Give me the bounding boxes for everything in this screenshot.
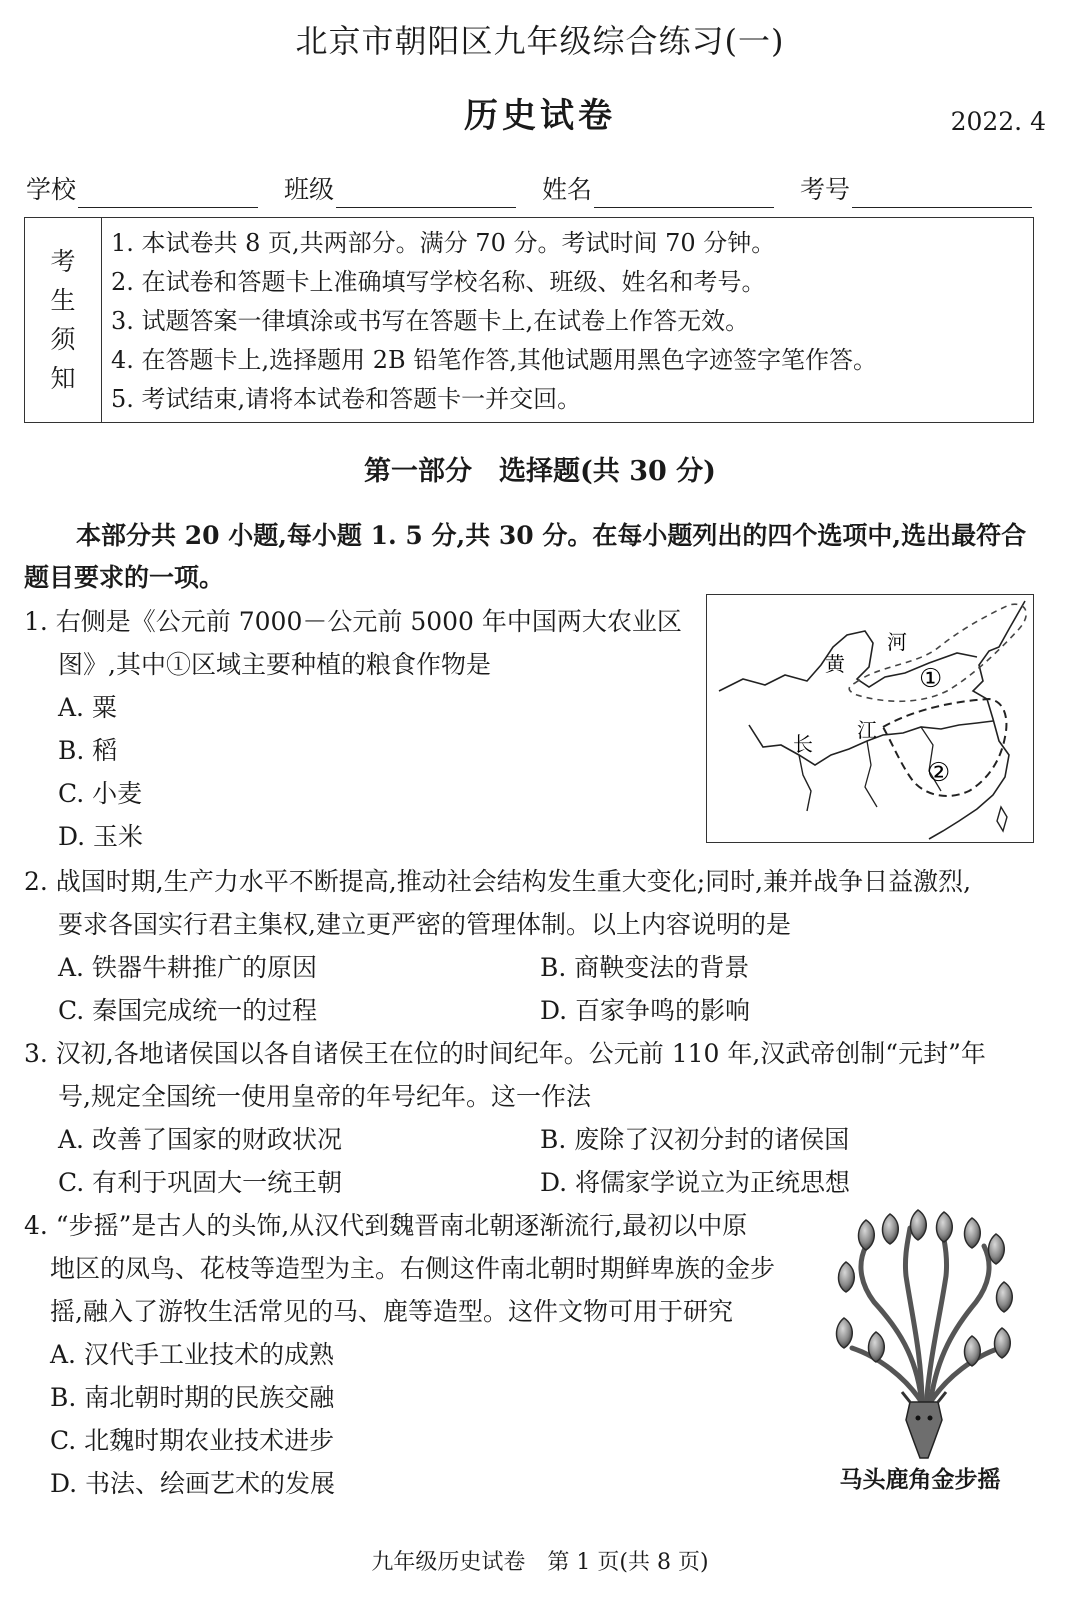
exam-subject: 历史试卷: [464, 96, 616, 136]
notice-item: 1. 本试卷共 8 页,共两部分。满分 70 分。考试时间 70 分钟。: [111, 229, 776, 257]
question-1-option-b[interactable]: B. 稻: [58, 736, 118, 765]
map-region-2: ②: [927, 758, 951, 788]
notice-item: 2. 在试卷和答题卡上准确填写学校名称、班级、姓名和考号。: [111, 268, 766, 296]
name-field[interactable]: [542, 172, 774, 208]
school-blank[interactable]: [78, 177, 258, 208]
notice-label-char: 考: [50, 247, 76, 276]
part-one-instruction-cont: 题目要求的一项。: [24, 563, 225, 592]
notice-item: 5. 考试结束,请将本试卷和答题卡一并交回。: [111, 385, 582, 413]
question-1-option-d[interactable]: D. 玉米: [58, 822, 144, 851]
gold-buyao-illustration: [826, 1206, 1022, 1462]
notice-label-char: 知: [50, 364, 76, 393]
question-4-option-b[interactable]: B. 南北朝时期的民族交融: [50, 1383, 335, 1412]
map-label-jiang: 江: [857, 718, 877, 742]
class-blank[interactable]: [336, 177, 516, 208]
question-2-stem: 2. 战国时期,生产力水平不断提高,推动社会结构发生重大变化;同时,兼并战争日益激烈,: [24, 867, 972, 896]
map-label-chang: 长: [793, 732, 813, 756]
question-3-option-c[interactable]: C. 有利于巩固大一统王朝: [58, 1168, 343, 1197]
class-label: 班级: [284, 175, 335, 204]
exam-number-field[interactable]: [800, 172, 1032, 208]
question-2-option-b[interactable]: B. 商鞅变法的背景: [540, 953, 750, 982]
question-4-option-c[interactable]: C. 北魏时期农业技术进步: [50, 1426, 335, 1455]
artifact-caption: 马头鹿角金步摇: [839, 1466, 1001, 1493]
agricultural-regions-map: [706, 594, 1034, 843]
name-label: 姓名: [542, 175, 593, 204]
notice-label-column: [25, 218, 102, 422]
question-2-option-a[interactable]: A. 铁器牛耕推广的原因: [58, 953, 317, 982]
school-label: 学校: [26, 175, 77, 204]
exam-title: 北京市朝阳区九年级综合练习(一): [295, 22, 785, 60]
map-region-1: ①: [919, 664, 943, 694]
notice-label-char: 生: [50, 286, 76, 315]
question-3-option-d[interactable]: D. 将儒家学说立为正统思想: [540, 1168, 851, 1197]
exam-number-label: 考号: [800, 175, 851, 204]
school-field[interactable]: [26, 172, 258, 208]
notice-label-char: 须: [50, 325, 76, 354]
question-2-stem-cont: 要求各国实行君主集权,建立更严密的管理体制。以上内容说明的是: [58, 910, 791, 939]
class-field[interactable]: [284, 172, 516, 208]
question-3-option-a[interactable]: A. 改善了国家的财政状况: [58, 1125, 342, 1154]
exam-notice-box: [24, 217, 1034, 423]
part-one-instruction: 本部分共 20 小题,每小题 1. 5 分,共 30 分。在每小题列出的四个选项中,选出最符合: [76, 521, 1027, 550]
question-4-option-d[interactable]: D. 书法、绘画艺术的发展: [50, 1469, 336, 1498]
map-label-huang: 黄: [825, 652, 845, 676]
question-3-stem: 3. 汉初,各地诸侯国以各自诸侯王在位的时间纪年。公元前 110 年,汉武帝创制“元封”年: [24, 1039, 986, 1068]
notice-items: [111, 224, 877, 419]
question-3-stem-cont: 号,规定全国统一使用皇帝的年号纪年。这一作法: [58, 1082, 591, 1111]
part-one-title: 第一部分 选择题(共 30 分): [364, 456, 716, 487]
page-footer: 九年级历史试卷 第 1 页(共 8 页): [371, 1550, 709, 1575]
question-3-option-b[interactable]: B. 废除了汉初分封的诸侯国: [540, 1125, 850, 1154]
question-1-stem: 1. 右侧是《公元前 7000－公元前 5000 年中国两大农业区: [24, 607, 682, 636]
question-4-stem-cont: 摇,融入了游牧生活常见的马、鹿等造型。这件文物可用于研究: [50, 1297, 733, 1326]
map-drawing: [707, 595, 1034, 843]
question-2-option-c[interactable]: C. 秦国完成统一的过程: [58, 996, 318, 1025]
question-4-option-a[interactable]: A. 汉代手工业技术的成熟: [50, 1340, 334, 1369]
notice-item: 4. 在答题卡上,选择题用 2B 铅笔作答,其他试题用黑色字迹签字笔作答。: [111, 346, 877, 374]
question-1-stem-cont: 图》,其中①区域主要种植的粮食作物是: [58, 650, 491, 679]
exam-date: 2022. 4: [950, 107, 1046, 136]
name-blank[interactable]: [594, 177, 774, 208]
exam-number-blank[interactable]: [852, 177, 1032, 208]
question-4-stem: 4. “步摇”是古人的头饰,从汉代到魏晋南北朝逐渐流行,最初以中原: [24, 1211, 748, 1240]
artifact-image: [826, 1206, 1022, 1462]
notice-item: 3. 试题答案一律填涂或书写在答题卡上,在试卷上作答无效。: [111, 307, 750, 335]
question-1-option-c[interactable]: C. 小麦: [58, 779, 143, 808]
map-label-he: 河: [887, 630, 907, 654]
question-4-stem-cont: 地区的凤鸟、花枝等造型为主。右侧这件南北朝时期鲜卑族的金步: [50, 1254, 776, 1283]
question-2-option-d[interactable]: D. 百家争鸣的影响: [540, 996, 751, 1025]
question-1-option-a[interactable]: A. 粟: [58, 693, 117, 722]
